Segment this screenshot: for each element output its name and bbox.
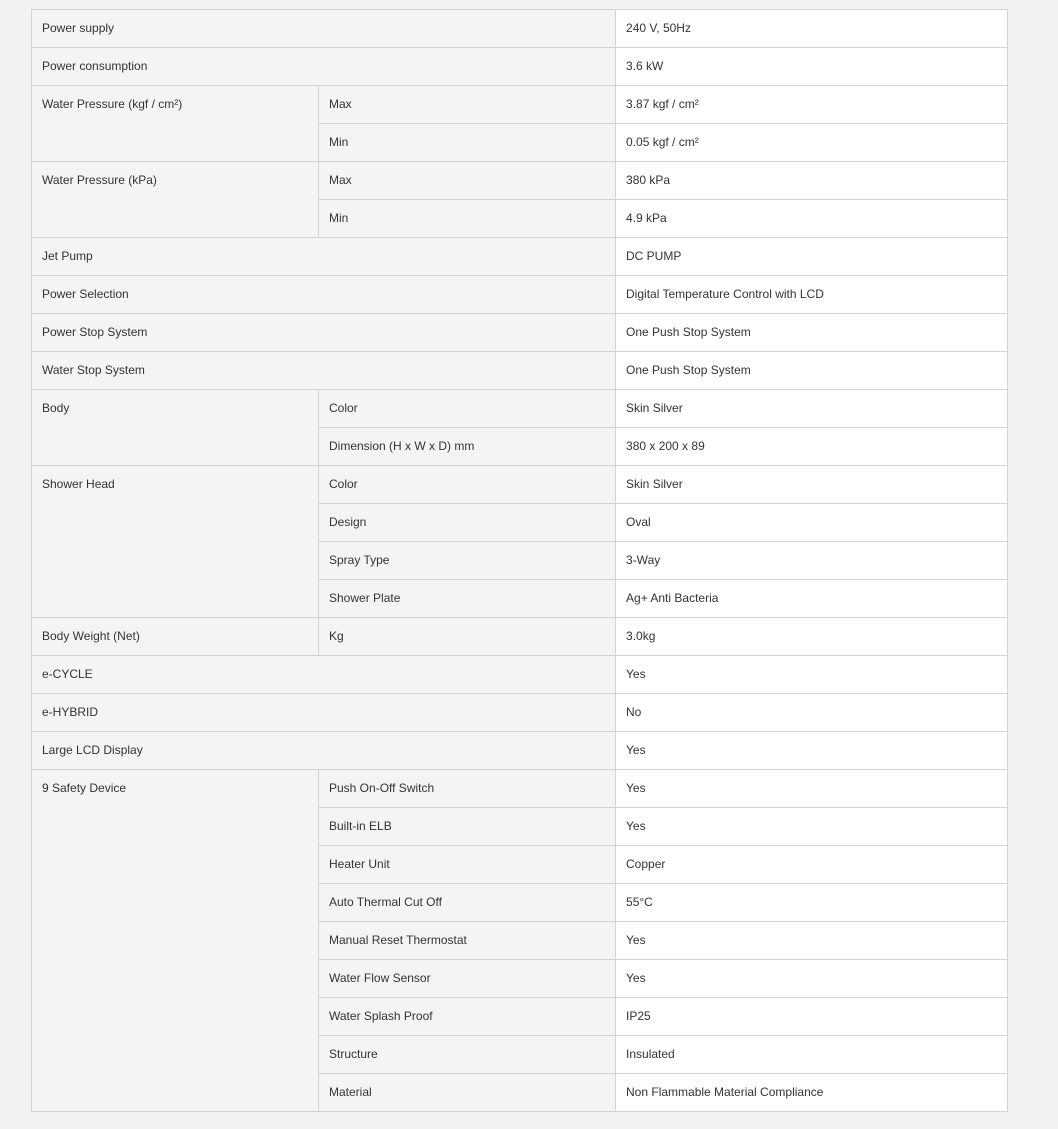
spec-sublabel: Heater Unit [319, 846, 616, 884]
spec-label: e-CYCLE [32, 656, 616, 694]
spec-row [32, 48, 1008, 86]
spec-sublabel: Color [319, 390, 616, 428]
spec-label: Large LCD Display [32, 732, 616, 770]
spec-sublabel: Shower Plate [319, 580, 616, 618]
spec-value: 4.9 kPa [616, 200, 1008, 238]
spec-label: Water Pressure (kPa) [32, 162, 319, 238]
spec-label: Shower Head [32, 466, 319, 618]
spec-row [32, 314, 1008, 352]
spec-sublabel: Max [319, 86, 616, 124]
spec-sublabel: Max [319, 162, 616, 200]
spec-label: Power Stop System [32, 314, 616, 352]
spec-sublabel: Water Flow Sensor [319, 960, 616, 998]
spec-row [32, 276, 1008, 314]
spec-label: Power consumption [32, 48, 616, 86]
spec-sublabel: Manual Reset Thermostat [319, 922, 616, 960]
spec-value: DC PUMP [616, 238, 1008, 276]
spec-value: Non Flammable Material Compliance [616, 1074, 1008, 1112]
spec-value: IP25 [616, 998, 1008, 1036]
spec-sublabel: Auto Thermal Cut Off [319, 884, 616, 922]
spec-row [32, 694, 1008, 732]
spec-sublabel: Spray Type [319, 542, 616, 580]
spec-value: No [616, 694, 1008, 732]
spec-row [32, 162, 1008, 200]
spec-value: Yes [616, 922, 1008, 960]
spec-value: Yes [616, 732, 1008, 770]
spec-value: 55°C [616, 884, 1008, 922]
spec-value: Copper [616, 846, 1008, 884]
spec-row [32, 656, 1008, 694]
spec-row [32, 86, 1008, 124]
spec-sublabel: Material [319, 1074, 616, 1112]
spec-row [32, 352, 1008, 390]
spec-sublabel: Min [319, 200, 616, 238]
spec-row [32, 618, 1008, 656]
spec-sublabel: Design [319, 504, 616, 542]
spec-value: Insulated [616, 1036, 1008, 1074]
spec-label: Power Selection [32, 276, 616, 314]
spec-row [32, 390, 1008, 428]
spec-row [32, 770, 1008, 808]
spec-value: 3.0kg [616, 618, 1008, 656]
spec-label: e-HYBRID [32, 694, 616, 732]
spec-sublabel: Color [319, 466, 616, 504]
spec-label: Power supply [32, 10, 616, 48]
spec-value: Oval [616, 504, 1008, 542]
spec-value: One Push Stop System [616, 352, 1008, 390]
spec-label: Body [32, 390, 319, 466]
spec-label: Water Pressure (kgf / cm²) [32, 86, 319, 162]
spec-row [32, 238, 1008, 276]
spec-label: Jet Pump [32, 238, 616, 276]
spec-row [32, 466, 1008, 504]
spec-label: Water Stop System [32, 352, 616, 390]
spec-value: Ag+ Anti Bacteria [616, 580, 1008, 618]
spec-value: 3-Way [616, 542, 1008, 580]
spec-table-body [32, 10, 1008, 1112]
spec-row [32, 10, 1008, 48]
spec-value: 0.05 kgf / cm² [616, 124, 1008, 162]
spec-value: 3.6 kW [616, 48, 1008, 86]
spec-value: Yes [616, 808, 1008, 846]
spec-value: Skin Silver [616, 466, 1008, 504]
spec-value: 380 kPa [616, 162, 1008, 200]
spec-value: Yes [616, 960, 1008, 998]
spec-sublabel: Min [319, 124, 616, 162]
spec-label: 9 Safety Device [32, 770, 319, 1112]
spec-sublabel: Dimension (H x W x D) mm [319, 428, 616, 466]
spec-value: Digital Temperature Control with LCD [616, 276, 1008, 314]
spec-sublabel: Structure [319, 1036, 616, 1074]
spec-label: Body Weight (Net) [32, 618, 319, 656]
spec-value: 3.87 kgf / cm² [616, 86, 1008, 124]
spec-table [31, 9, 1008, 1112]
spec-row [32, 732, 1008, 770]
spec-value: Skin Silver [616, 390, 1008, 428]
spec-value: Yes [616, 770, 1008, 808]
spec-sublabel: Water Splash Proof [319, 998, 616, 1036]
spec-sublabel: Push On-Off Switch [319, 770, 616, 808]
spec-sublabel: Built-in ELB [319, 808, 616, 846]
spec-value: 380 x 200 x 89 [616, 428, 1008, 466]
spec-value: 240 V, 50Hz [616, 10, 1008, 48]
spec-value: Yes [616, 656, 1008, 694]
spec-value: One Push Stop System [616, 314, 1008, 352]
spec-sublabel: Kg [319, 618, 616, 656]
